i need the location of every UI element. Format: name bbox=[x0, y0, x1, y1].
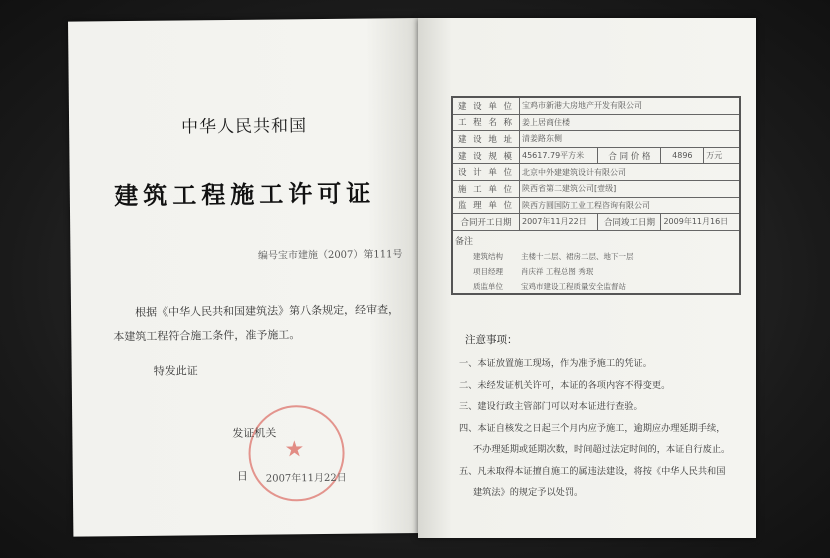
start-date-value: 2007年11月22日 bbox=[520, 214, 598, 231]
notice-item: 建筑法》的规定予以处罚。 bbox=[473, 487, 584, 498]
table-row bbox=[452, 197, 740, 214]
notice-title: 注意事项： bbox=[465, 334, 518, 346]
table-row bbox=[452, 180, 740, 197]
table-row bbox=[452, 230, 740, 294]
remarks-label: 备注 bbox=[455, 236, 474, 247]
official-seal-icon bbox=[248, 405, 345, 502]
left-page bbox=[68, 18, 423, 537]
right-page bbox=[418, 18, 756, 538]
scale-value: 45617.79平方米 bbox=[520, 147, 598, 164]
notice-list bbox=[459, 353, 744, 504]
seal-star-icon: ★ bbox=[284, 437, 305, 463]
project-info-table bbox=[451, 96, 741, 295]
project-name-value: 姜上居商住楼 bbox=[520, 114, 741, 131]
certificate-body-text: 根据《中华人民共和国建筑法》第八条规定，经审查，本建筑工程符合施工条件，准予施工。 bbox=[113, 303, 400, 344]
completion-date-value: 2009年11月16日 bbox=[661, 214, 740, 231]
remarks-value: 肖庆祥 工程总图 秀珉 bbox=[521, 266, 594, 276]
remarks-line bbox=[473, 266, 737, 277]
contract-price-value: 4896 bbox=[661, 147, 704, 164]
start-date-label: 合同开工日期 bbox=[452, 214, 520, 231]
remarks-line bbox=[473, 281, 737, 292]
construction-unit-label: 建 设 单 位 bbox=[452, 97, 520, 114]
design-unit-value: 北京中外建建筑设计有限公司 bbox=[520, 164, 741, 181]
table-row bbox=[452, 214, 740, 231]
notice-item: 一、本证放置施工现场，作为准予施工的凭证。 bbox=[459, 358, 652, 369]
construction-company-value: 陕西省第二建筑公司[壹级] bbox=[520, 180, 741, 197]
supervision-unit-value: 陕西方圆国防工业工程咨询有限公司 bbox=[520, 197, 741, 214]
completion-date-label: 合同竣工日期 bbox=[598, 214, 661, 231]
nation-title: 中华人民共和国 bbox=[181, 116, 308, 138]
table-row bbox=[452, 114, 740, 131]
scale-label: 建 设 规 模 bbox=[452, 147, 520, 164]
issuing-authority-label: 发证机关 bbox=[232, 426, 277, 440]
notice-item: 五、凡未取得本证擅自施工的属违法建设，将按《中华人民共和国 bbox=[459, 465, 726, 477]
date-label: 日 bbox=[236, 469, 248, 483]
remarks-line bbox=[473, 251, 737, 262]
certificate-title: 建筑工程施工许可证 bbox=[114, 179, 376, 211]
contract-price-unit: 万元 bbox=[704, 147, 740, 164]
address-value: 清姜路东侧 bbox=[520, 131, 741, 148]
remarks-key: 质监单位 bbox=[473, 281, 503, 291]
notice-item: 三、建设行政主管部门可以对本证进行查验。 bbox=[459, 401, 643, 412]
table-row bbox=[452, 97, 740, 114]
address-label: 建 设 地 址 bbox=[452, 131, 520, 148]
table-row bbox=[452, 147, 740, 164]
design-unit-label: 设 计 单 位 bbox=[452, 164, 520, 181]
special-certification-text: 特发此证 bbox=[153, 364, 198, 378]
remarks-key: 项目经理 bbox=[473, 266, 503, 276]
construction-unit-value: 宝鸡市新港大房地产开发有限公司 bbox=[520, 97, 741, 114]
remarks-value: 主楼十二层、裙房二层、地下一层 bbox=[521, 251, 634, 261]
remarks-value: 宝鸡市建设工程质量安全监督站 bbox=[521, 281, 626, 291]
certificate-number: 编号宝市建施（2007）第111号 bbox=[257, 249, 403, 262]
table-row bbox=[452, 131, 740, 148]
table-row bbox=[452, 164, 740, 181]
project-name-label: 工 程 名 称 bbox=[452, 114, 520, 131]
remarks-key: 建筑结构 bbox=[473, 251, 503, 261]
supervision-unit-label: 监 理 单 位 bbox=[452, 197, 520, 214]
construction-company-label: 施 工 单 位 bbox=[452, 180, 520, 197]
notice-item: 二、未经发证机关许可，本证的各项内容不得变更。 bbox=[459, 379, 671, 391]
notice-item: 不办理延期或延期次数，时间超过法定时间的，本证自行废止。 bbox=[473, 444, 731, 455]
contract-price-label: 合 同 价 格 bbox=[598, 147, 661, 164]
remarks-cell bbox=[452, 230, 740, 294]
issue-date: 2007年11月22日 bbox=[265, 472, 347, 485]
notice-item: 四、本证自核发之日起三个月内应予施工，逾期应办理延期手续， bbox=[459, 422, 726, 434]
